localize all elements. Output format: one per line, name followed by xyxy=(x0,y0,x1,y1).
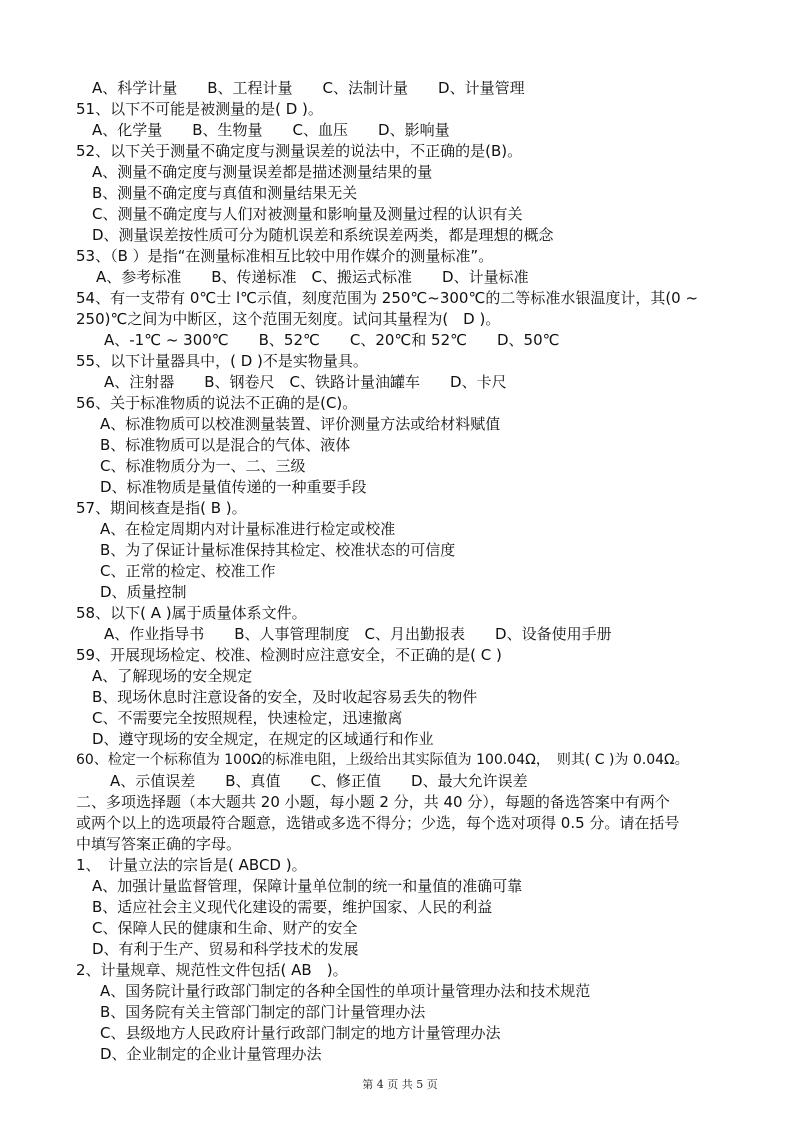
option-line: A、标准物质可以校准测量装置、评价测量方法或给材料赋值 xyxy=(100,415,501,433)
option-line: C、测量不确定度与人们对被测量和影响量及测量过程的认识有关 xyxy=(92,205,523,223)
option-line: A、了解现场的安全规定 xyxy=(92,667,253,685)
option-line: D、质量控制 xyxy=(100,583,187,601)
question-line: 1、 计量立法的宗旨是( ABCD )。 xyxy=(76,856,307,874)
option-line: C、正常的检定、校准工作 xyxy=(100,562,276,580)
question-line: 58、以下( A )属于质量体系文件。 xyxy=(76,604,307,622)
option-line: A、化学量 B、生物量 C、血压 D、影响量 xyxy=(92,121,450,139)
question-line: 53、（B ）是指“在测量标准相互比较中用作媒介的测量标准”。 xyxy=(76,247,494,265)
option-line: C、县级地方人民政府计量行政部门制定的地方计量管理办法 xyxy=(100,1024,501,1042)
option-line: B、为了保证计量标准保持其检定、校准状态的可信度 xyxy=(100,541,456,559)
section-heading: 二、多项选择题（本大题共 20 小题，每小题 2 分，共 40 分），每题的备选答案中有两个 xyxy=(76,793,670,811)
question-line: 57、期间核查是指( B )。 xyxy=(76,499,247,517)
option-line: D、遵守现场的安全规定，在规定的区域通行和作业 xyxy=(92,730,434,748)
option-line: A、参考标准 B、传递标准 C、搬运式标准 D、计量标准 xyxy=(96,268,529,286)
question-line: 54、有一支带有 0℃士 l℃示值，刻度范围为 250℃~300℃的二等标准水银温度计，其(0 ~ xyxy=(76,289,699,307)
option-line: B、测量不确定度与真值和测量结果无关 xyxy=(92,184,358,202)
option-line: A、在检定周期内对计量标准进行检定或校准 xyxy=(100,520,396,538)
question-line: 59、开展现场检定、校准、检测时应注意安全，不正确的是( C ) xyxy=(76,646,502,664)
option-line: A、-1℃ ~ 300℃ B、52℃ C、20℃和 52℃ D、50℃ xyxy=(104,331,560,349)
option-line: D、企业制定的企业计量管理办法 xyxy=(100,1045,322,1063)
option-line: A、加强计量监督管理，保障计量单位制的统一和量值的准确可靠 xyxy=(92,877,523,895)
option-line: B、现场休息时注意设备的安全，及时收起容易丢失的物件 xyxy=(92,688,478,706)
page-number-footer: 第 4 页 共 5 页 xyxy=(362,1078,438,1091)
question-line: 2、计量规章、规范性文件包括( AB )。 xyxy=(76,961,348,979)
option-line: A、作业指导书 B、人事管理制度 C、月出勤报表 D、设备使用手册 xyxy=(104,625,612,643)
option-line: B、标准物质可以是混合的气体、液体 xyxy=(100,436,351,454)
question-line: 250)℃之间为中断区，这个范围无刻度。试问其量程为( D )。 xyxy=(76,310,501,328)
option-line: B、适应社会主义现代化建设的需要，维护国家、人民的利益 xyxy=(92,898,493,916)
option-line: A、国务院计量行政部门制定的各种全国性的单项计量管理办法和技术规范 xyxy=(100,982,591,1000)
section-instructions: 中填写答案正确的字母。 xyxy=(76,835,242,853)
option-line: C、标准物质分为一、二、三级 xyxy=(100,457,306,475)
option-line: A、测量不确定度与测量误差都是描述测量结果的量 xyxy=(92,163,433,181)
question-line: 55、以下计量器具中，( D )不是实物量具。 xyxy=(76,352,368,370)
option-line: A、注射器 B、钢卷尺 C、铁路计量油罐车 D、卡尺 xyxy=(104,373,507,391)
question-line: 60、检定一个标称值为 100Ω的标准电阻，上级给出其实际值为 100.04Ω， 则其( C )为 0.04Ω。 xyxy=(76,752,689,768)
question-line: 56、关于标准物质的说法不正确的是(C)。 xyxy=(76,394,358,412)
section-instructions: 或两个以上的选项最符合题意，选错或多选不得分；少选，每个选对项得 0.5 分。请在括号 xyxy=(76,814,680,832)
option-line: A、示值误差 B、真值 C、修正值 D、最大允许误差 xyxy=(110,772,528,790)
option-line: D、有利于生产、贸易和科学技术的发展 xyxy=(92,940,359,958)
question-line: 52、以下关于测量不确定度与测量误差的说法中，不正确的是(B)。 xyxy=(76,142,523,160)
option-line: C、保障人民的健康和生命、财产的安全 xyxy=(92,919,358,937)
option-line: D、测量误差按性质可分为随机误差和系统误差两类，都是理想的概念 xyxy=(92,226,554,244)
question-line: 51、以下不可能是被测量的是( D )。 xyxy=(76,100,323,118)
option-line: C、不需要完全按照规程，快速检定，迅速撤离 xyxy=(92,709,403,727)
option-line: D、标准物质是量值传递的一种重要手段 xyxy=(100,478,367,496)
option-line: A、科学计量 B、工程计量 C、法制计量 D、计量管理 xyxy=(92,79,525,97)
option-line: B、国务院有关主管部门制定的部门计量管理办法 xyxy=(100,1003,426,1021)
